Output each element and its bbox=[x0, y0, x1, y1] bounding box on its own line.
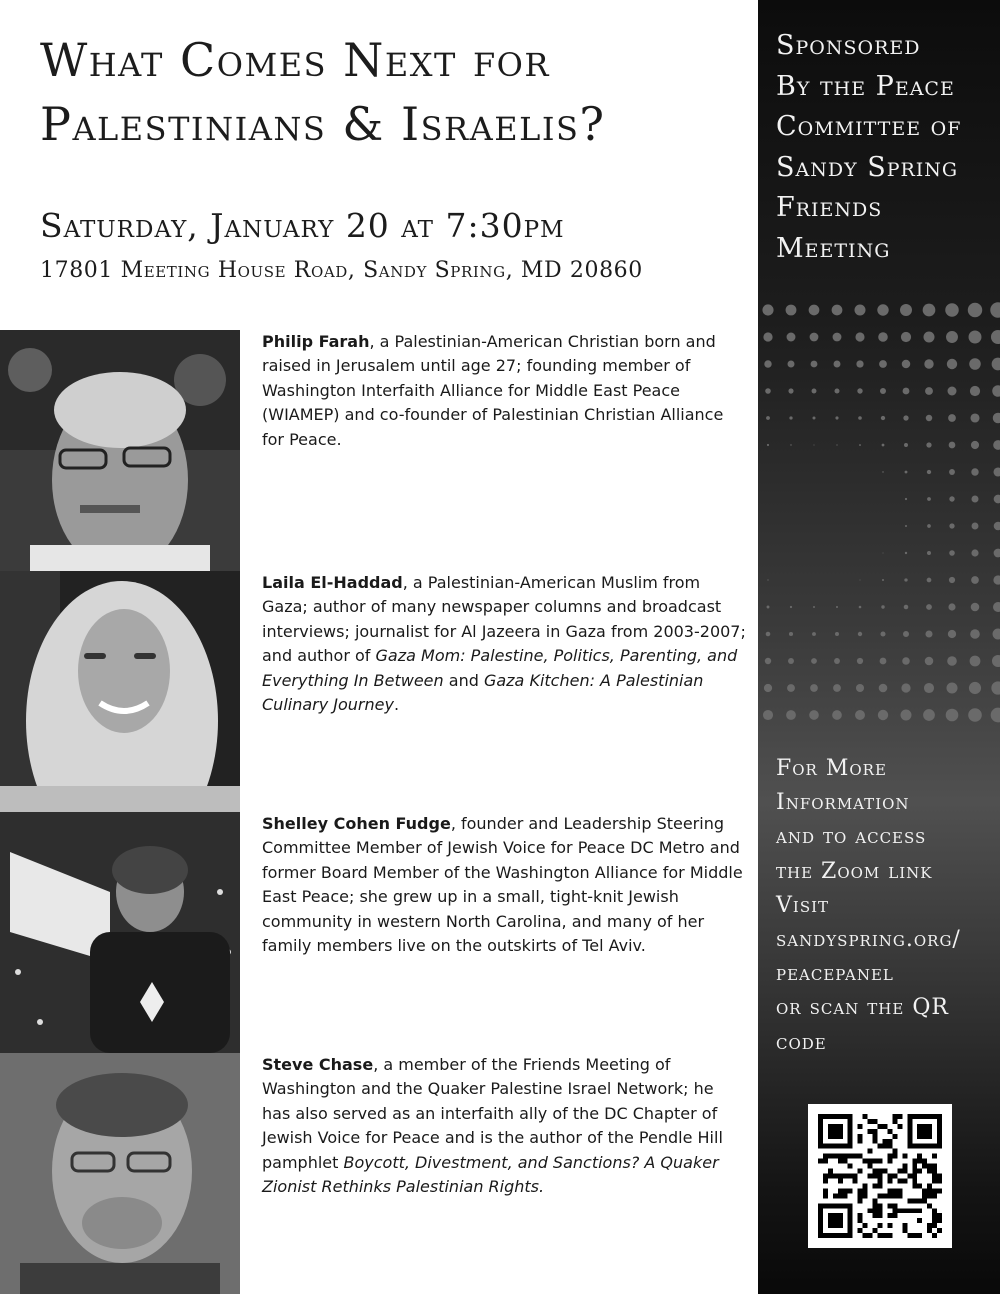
steve-chase-bio bbox=[262, 1053, 746, 1199]
laila-book-2: Gaza Kitchen: A Palestinian Culinary Journey bbox=[262, 670, 704, 715]
sponsor-text bbox=[776, 26, 996, 269]
philip-farah-photo bbox=[0, 330, 240, 571]
speaker-laila-el-haddad bbox=[0, 571, 758, 812]
laila-el-haddad-bio-text: , a Palestinian-American Muslim from Gaza; author of many newspaper columns and broadcast interviews; journalist for Al Jazeera in Gaza from 2003-2007; and author of bbox=[262, 573, 746, 666]
info-line-3: and to access bbox=[776, 824, 927, 850]
laila-and: and bbox=[443, 670, 484, 690]
laila-el-haddad-name: Laila El-Haddad bbox=[262, 573, 403, 592]
sponsor-line-5: Friends bbox=[776, 192, 883, 223]
info-line-8: or scan the QR bbox=[776, 995, 949, 1021]
info-line-2: Information bbox=[776, 790, 910, 816]
sponsor-line-6: Meeting bbox=[776, 232, 891, 264]
title-line-2: Palestinians & Israelis? bbox=[40, 97, 606, 151]
qr-code[interactable] bbox=[808, 1104, 952, 1248]
steve-chase-photo bbox=[0, 1053, 240, 1294]
event-address: 17801 Meeting House Road, Sandy Spring, MD 20860 bbox=[40, 258, 643, 283]
laila-end: . bbox=[393, 695, 400, 715]
steve-chase-name: Steve Chase bbox=[262, 1055, 374, 1074]
shelley-cohen-fudge-bio-text: , founder and Leadership Steering Committee Member of Jewish Voice for Peace DC Metro and former Board Member of the Washington Alliance for Middle East Peace; she grew up in a small, tight-knit Jewish community in western North Carolina, and many of her family members live on the outskirts of Tel Aviv. bbox=[262, 814, 743, 956]
qr-code-pattern bbox=[808, 1104, 952, 1248]
shelley-cohen-fudge-photo bbox=[0, 812, 240, 1053]
info-line-5: Visit bbox=[776, 892, 830, 918]
shelley-cohen-fudge-name: Shelley Cohen Fudge bbox=[262, 814, 451, 833]
shelley-cohen-fudge-bio bbox=[262, 812, 746, 958]
philip-farah-bio bbox=[262, 330, 746, 452]
sponsor-line-1: Sponsored bbox=[776, 30, 921, 61]
info-line-9: code bbox=[776, 1029, 827, 1055]
sidebar bbox=[758, 0, 1000, 1294]
speaker-shelley-cohen-fudge bbox=[0, 812, 758, 1053]
event-date: Saturday, January 20 at 7:30pm bbox=[40, 206, 565, 245]
halftone-dots-decoration bbox=[758, 300, 1000, 740]
title-line-1: What Comes Next for bbox=[40, 33, 550, 87]
sponsor-line-3: Committee of bbox=[776, 111, 962, 142]
speaker-philip-farah bbox=[0, 330, 758, 571]
speaker-steve-chase bbox=[0, 1053, 758, 1294]
philip-farah-name: Philip Farah bbox=[262, 332, 370, 351]
event-title bbox=[40, 28, 740, 156]
laila-book-1: Gaza Mom: Palestine, Politics, Parenting, and Everything In Between bbox=[262, 646, 738, 690]
philip-farah-bio-text: , a Palestinian-American Christian born and raised in Jerusalem until age 27; founding member of Washington Interfaith Alliance for Middle East Peace (WIAMEP) and co-founder of Palestinian Christian Alliance for Peace. bbox=[262, 332, 724, 449]
sponsor-line-2: By the Peace bbox=[776, 70, 955, 102]
info-line-1: For More bbox=[776, 756, 887, 781]
info-url-line-1[interactable]: sandyspring.org/ bbox=[776, 927, 961, 953]
info-url-line-2[interactable]: peacepanel bbox=[776, 961, 894, 987]
steve-book: Boycott, Divestment, and Sanctions? A Quaker Zionist Rethinks Palestinian Rights. bbox=[262, 1152, 719, 1197]
steve-chase-bio-text: , a member of the Friends Meeting of Washington and the Quaker Palestine Israel Network; he has also served as an interfaith ally of the DC Chapter of Jewish Voice for Peace and is the author of the Pendle Hill pamphlet bbox=[262, 1055, 723, 1172]
sponsor-line-4: Sandy Spring bbox=[776, 151, 959, 183]
info-text bbox=[776, 752, 998, 1060]
laila-el-haddad-photo bbox=[0, 571, 240, 812]
laila-el-haddad-bio bbox=[262, 571, 746, 717]
info-line-4: the Zoom link bbox=[776, 858, 933, 884]
